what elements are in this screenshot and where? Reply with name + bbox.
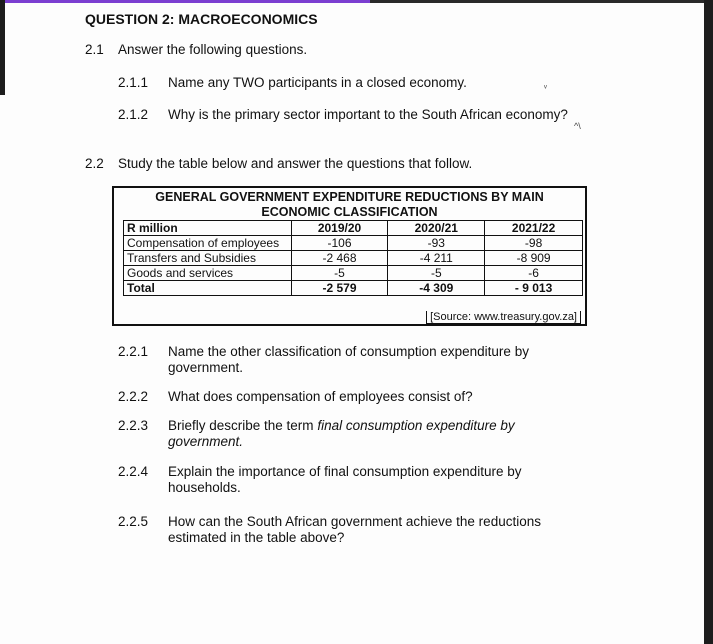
cell-value: -5: [388, 266, 485, 281]
right-edge: [704, 0, 713, 644]
q2-2-3-text-line1: [168, 418, 515, 433]
q2-1-number: 2.1: [85, 42, 104, 57]
q2-2-5-number: 2.2.5: [118, 514, 149, 529]
table-header-row: [124, 221, 583, 236]
q2-2-3-text-plain: Briefly describe the term: [168, 418, 318, 433]
header-2020-21: 2020/21: [388, 221, 485, 236]
q2-1-1-marks: ᵥ: [544, 80, 547, 90]
row-label: Goods and services: [124, 266, 292, 281]
q2-2-5-text-line2: estimated in the table above?: [168, 530, 345, 545]
expenditure-table: [123, 220, 583, 296]
question-title: QUESTION 2: MACROECONOMICS: [85, 11, 318, 27]
q2-1-text: Answer the following questions.: [118, 42, 308, 57]
q2-1-2-marks: ^\: [574, 121, 581, 131]
left-edge: [0, 0, 5, 95]
expenditure-table-box: [112, 186, 587, 326]
header-r-million: R million: [124, 221, 292, 236]
q2-2-3-text-italic: final consumption expenditure by: [317, 418, 515, 433]
cell-value: -98: [485, 236, 583, 251]
q2-2-3-number: 2.2.3: [118, 418, 149, 433]
q2-2-4-number: 2.2.4: [118, 464, 149, 479]
cell-value: -5: [291, 266, 388, 281]
cell-value: -4 211: [388, 251, 485, 266]
cell-value: -106: [291, 236, 388, 251]
q2-2-4-text-line1: Explain the importance of final consumption expenditure by: [168, 464, 522, 479]
cell-value: -2 579: [291, 281, 388, 296]
row-label: Compensation of employees: [124, 236, 292, 251]
header-2019-20: 2019/20: [291, 221, 388, 236]
cell-value: - 9 013: [485, 281, 583, 296]
table-title-line1: GENERAL GOVERNMENT EXPENDITURE REDUCTIONS BY MAIN: [155, 190, 544, 204]
q2-2-number: 2.2: [85, 156, 104, 171]
table-source: [Source: www.treasury.gov.za]: [426, 311, 581, 324]
q2-2-1-text-line1: Name the other classification of consumption expenditure by: [168, 344, 529, 359]
table-title-line2: ECONOMIC CLASSIFICATION: [261, 205, 438, 219]
row-label: Transfers and Subsidies: [124, 251, 292, 266]
q2-2-2-number: 2.2.2: [118, 389, 149, 404]
table-row: [124, 251, 583, 266]
cell-value: -4 309: [388, 281, 485, 296]
cell-value: -6: [485, 266, 583, 281]
cell-value: -93: [388, 236, 485, 251]
cell-value: -8 909: [485, 251, 583, 266]
q2-2-2-text: What does compensation of employees consist of?: [168, 389, 473, 404]
table-total-row: [124, 281, 583, 296]
q2-2-text: Study the table below and answer the questions that follow.: [118, 156, 473, 171]
q2-2-1-number: 2.2.1: [118, 344, 149, 359]
q2-2-1-text-line2: government.: [168, 360, 244, 375]
q2-2-5-text-line1: How can the South African government achieve the reductions: [168, 514, 541, 529]
top-accent: [0, 0, 370, 3]
q2-1-1-text: Name any TWO participants in a closed economy.: [168, 75, 467, 90]
edge-notch: [706, 140, 711, 150]
q2-2-3-text-line2: government.: [168, 434, 244, 449]
top-border: [0, 0, 713, 3]
table-row: [124, 236, 583, 251]
q2-1-2-number: 2.1.2: [118, 107, 149, 122]
table-row: [124, 266, 583, 281]
q2-2-4-text-line2: households.: [168, 480, 241, 495]
q2-1-2-text: Why is the primary sector important to the South African economy?: [168, 107, 568, 122]
q2-1-1-number: 2.1.1: [118, 75, 149, 90]
header-2021-22: 2021/22: [485, 221, 583, 236]
cell-value: -2 468: [291, 251, 388, 266]
row-label: Total: [124, 281, 292, 296]
